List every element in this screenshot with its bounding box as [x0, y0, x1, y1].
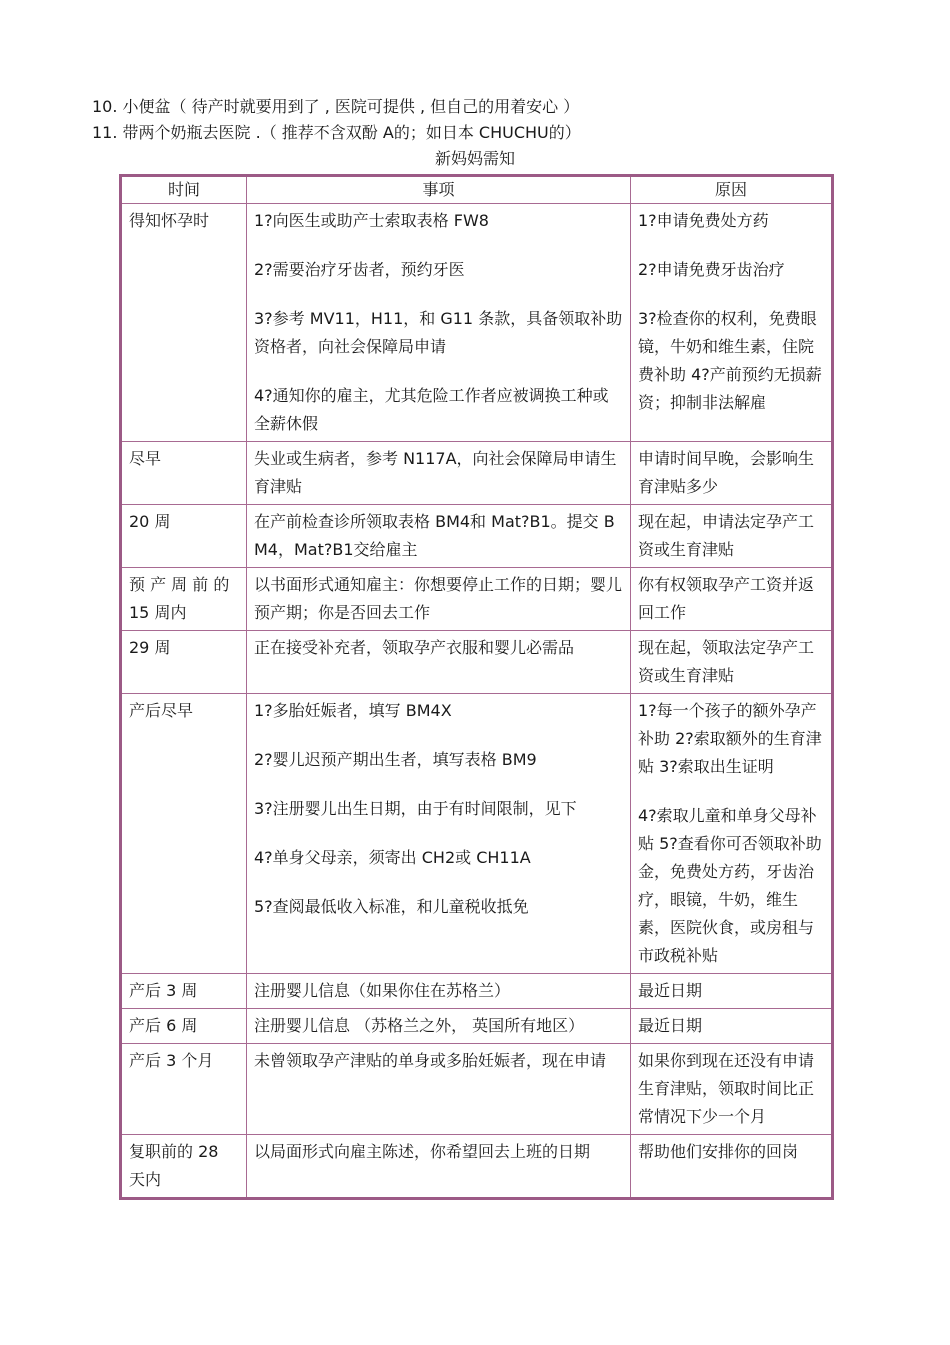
reason-entry: 4?索取儿童和单身父母补贴 5?查看你可否领取补助金，免费处方药，牙齿治疗，眼镜，牛奶，维生素，医院伙食，或房租与市政税补贴 — [638, 806, 822, 965]
table-row — [121, 442, 833, 505]
item-entry: 3?注册婴儿出生日期，由于有时间限制，见下 — [254, 799, 577, 818]
cell-time: 预 产 周 前 的 15 周内 — [121, 568, 247, 631]
cell-reason — [631, 1044, 833, 1135]
cell-reason — [631, 568, 833, 631]
table-row — [121, 974, 833, 1009]
cell-reason — [631, 974, 833, 1009]
reason-entry: 3?检查你的权利，免费眼镜，牛奶和维生素，住院费补助 4?产前预约无损薪资；抑制非法解雇 — [638, 309, 822, 412]
item-entry: 注册婴儿信息（如果你住在苏格兰） — [254, 981, 511, 1000]
header-item: 事项 — [247, 176, 631, 204]
cell-item — [247, 694, 631, 974]
reason-entry: 如果你到现在还没有申请生育津贴，领取时间比正常情况下少一个月 — [638, 1051, 815, 1126]
cell-time: 产后 3 个月 — [121, 1044, 247, 1135]
list-item: 10. 小便盆（ 待产时就要用到了 , 医院可提供 , 但自己的用着安心 ） — [92, 97, 580, 116]
list-item: 11. 带两个奶瓶去医院 .（ 推荐不含双酚 A的；如日本 CHUCHU的） — [92, 123, 581, 142]
item-entry: 2?婴儿迟预产期出生者，填写表格 BM9 — [254, 750, 537, 769]
reason-entry: 帮助他们安排你的回岗 — [638, 1142, 799, 1161]
cell-time: 尽早 — [121, 442, 247, 505]
cell-item — [247, 1009, 631, 1044]
cell-item — [247, 505, 631, 568]
item-entry: 在产前检查诊所领取表格 BM4和 Mat?B1。提交 BM4，Mat?B1交给雇主 — [254, 512, 615, 559]
item-entry: 5?查阅最低收入标准，和儿童税收抵免 — [254, 897, 529, 916]
checklist — [92, 94, 852, 146]
item-entry: 4?通知你的雇主，尤其危险工作者应被调换工种或全薪休假 — [254, 386, 609, 433]
item-entry: 以书面形式通知雇主：你想要停止工作的日期；婴儿预产期；你是否回去工作 — [254, 575, 623, 622]
item-entry: 4?单身父母亲，须寄出 CH2或 CH11A — [254, 848, 531, 867]
reason-entry: 2?申请免费牙齿治疗 — [638, 260, 785, 279]
cell-reason — [631, 694, 833, 974]
cell-reason — [631, 505, 833, 568]
cell-reason — [631, 631, 833, 694]
reason-entry: 你有权领取孕产工资并返回工作 — [638, 575, 815, 622]
table-row — [121, 1135, 833, 1199]
cell-reason — [631, 442, 833, 505]
header-reason: 原因 — [631, 176, 833, 204]
item-entry: 1?多胎妊娠者，填写 BM4X — [254, 701, 452, 720]
item-entry: 1?向医生或助产士索取表格 FW8 — [254, 211, 489, 230]
table-row — [121, 694, 833, 974]
cell-time: 得知怀孕时 — [121, 204, 247, 442]
cell-item — [247, 568, 631, 631]
table-row — [121, 568, 833, 631]
reason-entry: 1?申请免费处方药 — [638, 211, 769, 230]
cell-item — [247, 1044, 631, 1135]
cell-item — [247, 204, 631, 442]
item-entry: 正在接受补充者，领取孕产衣服和婴儿必需品 — [254, 638, 575, 657]
header-time: 时间 — [121, 176, 247, 204]
cell-time: 产后尽早 — [121, 694, 247, 974]
table-title: 新妈妈需知 — [434, 149, 515, 168]
cell-reason — [631, 204, 833, 442]
table-body — [121, 204, 833, 1199]
table-row — [121, 204, 833, 442]
reason-entry: 1?每一个孩子的额外孕产补助 2?索取额外的生育津贴 3?索取出生证明 — [638, 701, 822, 776]
cell-item — [247, 1135, 631, 1199]
reason-entry: 现在起，申请法定孕产工资或生育津贴 — [638, 512, 815, 559]
item-entry: 注册婴儿信息 （苏格兰之外， 英国所有地区） — [254, 1016, 585, 1035]
reason-entry: 申请时间早晚，会影响生育津贴多少 — [638, 449, 815, 496]
item-entry: 未曾领取孕产津贴的单身或多胎妊娠者，现在申请 — [254, 1051, 607, 1070]
reason-entry: 最近日期 — [638, 1016, 703, 1035]
item-entry: 以局面形式向雇主陈述，你希望回去上班的日期 — [254, 1142, 591, 1161]
cell-time: 20 周 — [121, 505, 247, 568]
table-row — [121, 631, 833, 694]
reason-entry: 最近日期 — [638, 981, 703, 1000]
cell-reason — [631, 1009, 833, 1044]
item-entry: 3?参考 MV11，H11，和 G11 条款，具备领取补助资格者，向社会保障局申请 — [254, 309, 623, 356]
cell-reason — [631, 1135, 833, 1199]
item-entry: 失业或生病者，参考 N117A，向社会保障局申请生育津贴 — [254, 449, 617, 496]
cell-time: 复职前的 28 天内 — [121, 1135, 247, 1199]
cell-time: 产后 6 周 — [121, 1009, 247, 1044]
cell-time: 产后 3 周 — [121, 974, 247, 1009]
cell-time: 29 周 — [121, 631, 247, 694]
cell-item — [247, 631, 631, 694]
new-mother-notice-table — [119, 174, 834, 1200]
cell-item — [247, 974, 631, 1009]
table-row — [121, 505, 833, 568]
reason-entry: 现在起，领取法定孕产工资或生育津贴 — [638, 638, 815, 685]
item-entry: 2?需要治疗牙齿者，预约牙医 — [254, 260, 465, 279]
cell-item — [247, 442, 631, 505]
table-header-row — [121, 176, 833, 204]
table-row — [121, 1009, 833, 1044]
table-row — [121, 1044, 833, 1135]
